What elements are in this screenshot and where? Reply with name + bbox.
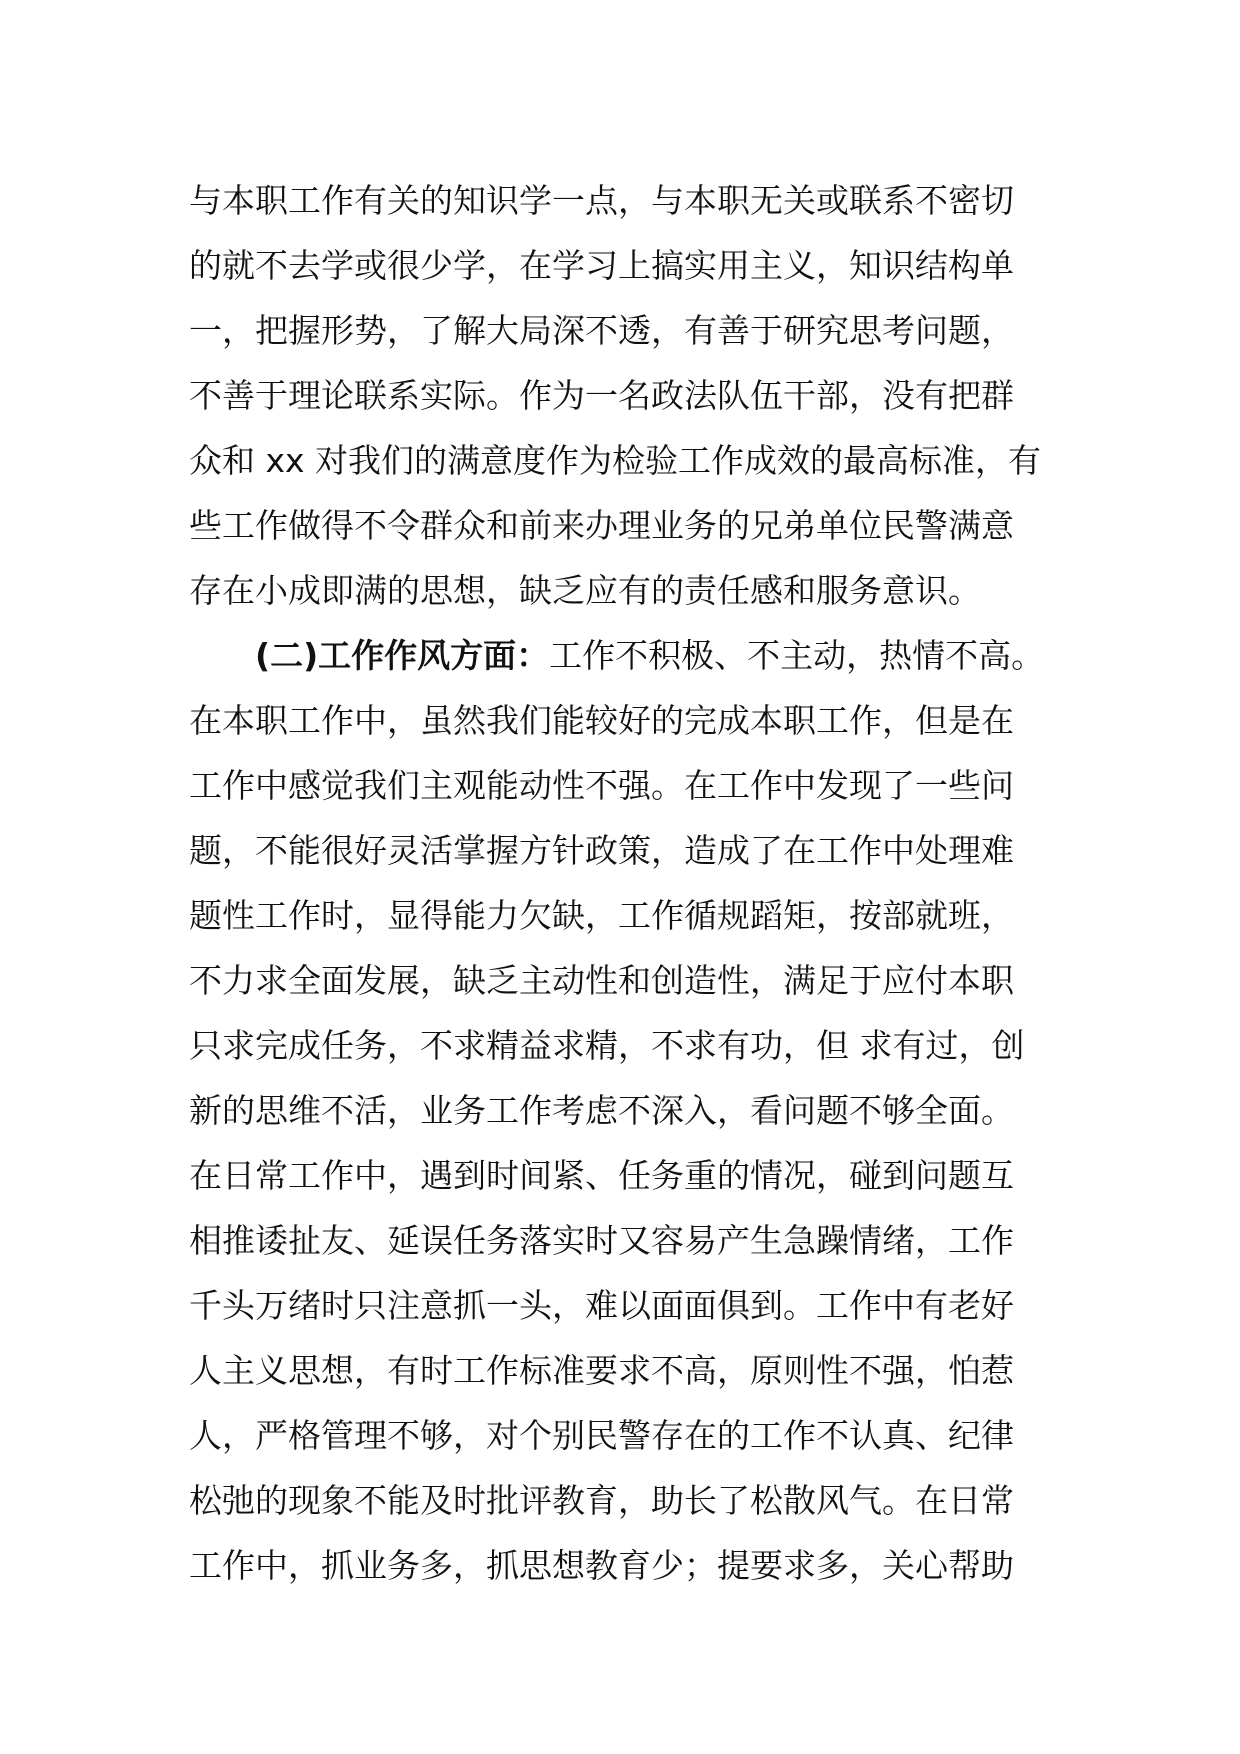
text-line: 一，把握形势，了解大局深不透，有善于研究思考问题， xyxy=(189,311,1014,350)
heading-trailing-text: 工作不积极、不主动，热情不高。 xyxy=(549,636,1045,675)
text-line: 人主义思想，有时工作标准要求不高，原则性不强，怕惹 xyxy=(189,1351,1014,1390)
text-line: 的就不去学或很少学，在学习上搞实用主义，知识结构单 xyxy=(189,246,1014,285)
section-heading: (二)工作作风方面： xyxy=(255,636,550,675)
document-body xyxy=(189,168,1069,1598)
text-line: 题性工作时，显得能力欠缺，工作循规蹈矩，按部就班， xyxy=(189,896,1014,935)
text-line: 存在小成即满的思想，缺乏应有的责任感和服务意识。 xyxy=(189,571,981,610)
text-line: 在本职工作中，虽然我们能较好的完成本职工作，但是在 xyxy=(189,701,1014,740)
text-line: 松弛的现象不能及时批评教育，助长了松散风气。在日常 xyxy=(189,1481,1014,1520)
text-line: 与本职工作有关的知识学一点，与本职无关或联系不密切 xyxy=(189,181,1014,220)
paragraph-2 xyxy=(189,623,1069,1598)
text-line: 相推诿扯友、延误任务落实时又容易产生急躁情绪，工作 xyxy=(189,1221,1014,1260)
text-line: 工作中，抓业务多，抓思想教育少；提要求多，关心帮助 xyxy=(189,1546,1014,1585)
text-line: 人，严格管理不够，对个别民警存在的工作不认真、纪律 xyxy=(189,1416,1014,1455)
text-line: 众和 xx 对我们的满意度作为检验工作成效的最高标准，有 xyxy=(189,441,1042,480)
text-line: 不力求全面发展，缺乏主动性和创造性，满足于应付本职 xyxy=(189,961,1014,1000)
text-line: 在日常工作中，遇到时间紧、任务重的情况，碰到问题互 xyxy=(189,1156,1014,1195)
text-line: 题，不能很好灵活掌握方针政策，造成了在工作中处理难 xyxy=(189,831,1014,870)
paragraph-2-first-line xyxy=(189,623,1069,688)
text-line: 新的思维不活，业务工作考虑不深入，看问题不够全面。 xyxy=(189,1091,1014,1130)
text-line: 只求完成任务，不求精益求精，不求有功，但 求有过，创 xyxy=(189,1026,1025,1065)
text-line: 工作中感觉我们主观能动性不强。在工作中发现了一些问 xyxy=(189,766,1014,805)
text-line: 不善于理论联系实际。作为一名政法队伍干部，没有把群 xyxy=(189,376,1014,415)
paragraph-1 xyxy=(189,168,1069,623)
text-line: 千头万绪时只注意抓一头，难以面面俱到。工作中有老好 xyxy=(189,1286,1014,1325)
text-line: 些工作做得不令群众和前来办理业务的兄弟单位民警满意 xyxy=(189,506,1014,545)
